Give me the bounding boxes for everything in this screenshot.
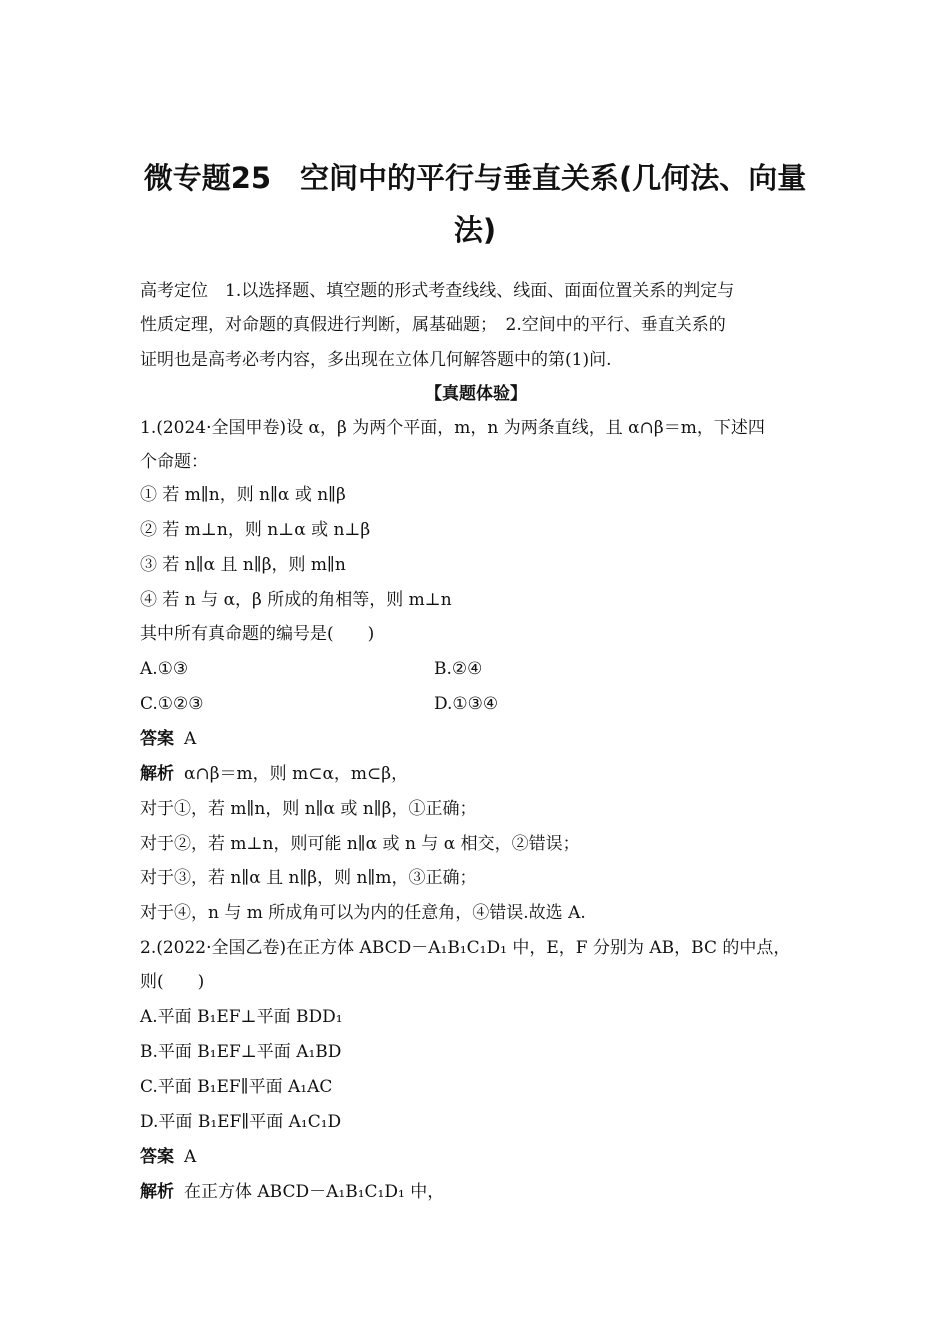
intro-line-3: 证明也是高考必考内容，多出现在立体几何解答题中的第(1)问. (140, 350, 612, 370)
q1-proposition-1: ① 若 m∥n，则 n∥α 或 n∥β (140, 485, 346, 505)
q2-analysis-1 (140, 1180, 812, 1204)
q2-option-b: B.平面 B₁EF⊥平面 A₁BD (140, 1042, 342, 1062)
q2-analysis-text-1: 在正方体 ABCD－A₁B₁C₁D₁ 中， (184, 1182, 445, 1202)
q2-stem-1: 2.(2022·全国乙卷)在正方体 ABCD－A₁B₁C₁D₁ 中，E，F 分别为 AB，BC 的中点， (140, 938, 791, 958)
q1-option-c: C.①②③ (140, 694, 204, 714)
q1-analysis-5: 对于④，n 与 m 所成角可以为内的任意角，④错误.故选 A. (140, 903, 586, 923)
q1-options-row-1 (140, 657, 812, 681)
q1-analysis-4: 对于③，若 n∥α 且 n∥β，则 n∥m，③正确； (140, 868, 477, 888)
q1-option-d: D.①③④ (434, 694, 499, 714)
q2-analysis-label: 解析 (140, 1182, 174, 1202)
q1-analysis-3: 对于②，若 m⊥n，则可能 n∥α 或 n 与 α 相交，②错误； (140, 834, 580, 854)
q1-stem-2: 个命题： (140, 452, 208, 472)
q1-option-b: B.②④ (434, 659, 483, 679)
q1-proposition-4: ④ 若 n 与 α，β 所成的角相等，则 m⊥n (140, 590, 452, 610)
q1-options-row-2 (140, 692, 812, 716)
q1-option-a: A.①③ (140, 659, 189, 679)
q1-answer-value: A (184, 729, 197, 749)
q1-analysis-2: 对于①，若 m∥n，则 n∥α 或 n∥β，①正确； (140, 799, 477, 819)
q1-analysis-label: 解析 (140, 764, 174, 784)
intro-line-1: 高考定位 1.以选择题、填空题的形式考查线线、线面、面面位置关系的判定与 (140, 281, 735, 301)
q2-option-a: A.平面 B₁EF⊥平面 BDD₁ (140, 1007, 343, 1027)
q1-proposition-2: ② 若 m⊥n，则 n⊥α 或 n⊥β (140, 520, 371, 540)
q2-stem-2: 则( ) (140, 972, 205, 992)
q2-answer (140, 1145, 812, 1169)
intro-line-2: 性质定理，对命题的真假进行判断，属基础题； 2.空间中的平行、垂直关系的 (140, 315, 726, 335)
q1-answer (140, 727, 812, 751)
q1-answer-label: 答案 (140, 729, 174, 749)
q2-option-c: C.平面 B₁EF∥平面 A₁AC (140, 1077, 333, 1097)
q1-question: 其中所有真命题的编号是( ) (140, 624, 375, 644)
page-title (140, 152, 810, 256)
title-line-2: 法) (453, 213, 497, 247)
q1-proposition-3: ③ 若 n∥α 且 n∥β，则 m∥n (140, 555, 346, 575)
q2-option-d: D.平面 B₁EF∥平面 A₁C₁D (140, 1112, 342, 1132)
section-heading: 【真题体验】 (425, 384, 527, 404)
q2-answer-label: 答案 (140, 1147, 174, 1167)
q1-analysis-1 (140, 762, 812, 786)
q1-stem-1: 1.(2024·全国甲卷)设 α，β 为两个平面，m，n 为两条直线，且 α∩β＝m，下述四 (140, 418, 765, 438)
q2-answer-value: A (184, 1147, 197, 1167)
q1-analysis-text-1: α∩β＝m，则 m⊂α，m⊂β， (184, 764, 409, 784)
title-line-1: 微专题25 空间中的平行与垂直关系(几何法、向量 (143, 161, 807, 195)
